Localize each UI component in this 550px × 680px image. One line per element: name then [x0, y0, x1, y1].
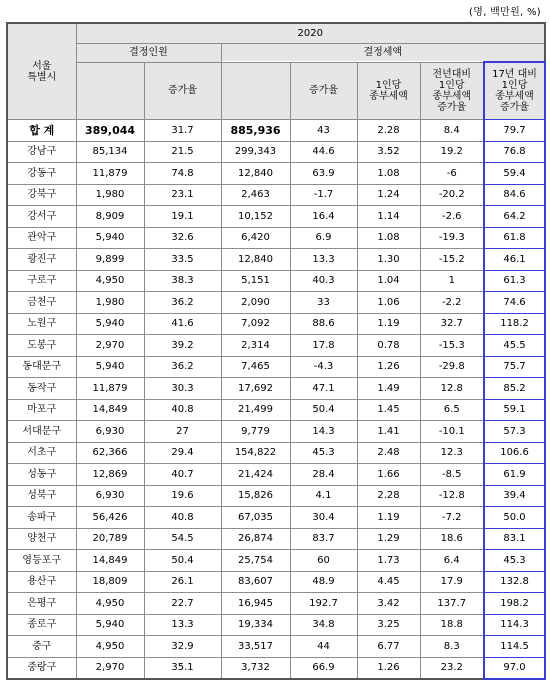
people-cell: 6,930 — [76, 485, 144, 507]
region: 강북구 — [7, 184, 76, 206]
tax-cell: 299,343 — [221, 141, 290, 163]
tax-cell: 67,035 — [221, 507, 290, 529]
yoy-cell: 1 — [420, 270, 484, 292]
per-person-cell: 3.25 — [357, 614, 420, 636]
tax-rate-cell: 17.8 — [290, 335, 357, 357]
people-cell: 12,869 — [76, 464, 144, 486]
table-row — [7, 614, 545, 636]
people-rate-cell: 32.9 — [144, 636, 221, 658]
yoy-cell: 32.7 — [420, 313, 484, 335]
per-person-cell: 1.45 — [357, 399, 420, 421]
tax-cell: 2,463 — [221, 184, 290, 206]
table-row — [7, 292, 545, 314]
region: 중랑구 — [7, 657, 76, 679]
people-cell: 11,879 — [76, 163, 144, 185]
tax-cell: 6,420 — [221, 227, 290, 249]
since17-header: 17년 대비 1인당 종부세액 증가율 — [484, 62, 545, 120]
people-cell: 2,970 — [76, 335, 144, 357]
per-person-cell: 3.52 — [357, 141, 420, 163]
people-rate-cell: 40.8 — [144, 399, 221, 421]
people-rate-cell: 38.3 — [144, 270, 221, 292]
people-rate-cell: 54.5 — [144, 528, 221, 550]
people-rate-cell: 36.2 — [144, 292, 221, 314]
table-body — [7, 120, 545, 680]
per-person-cell: 0.78 — [357, 335, 420, 357]
since17-cell: 61.9 — [484, 464, 545, 486]
region: 용산구 — [7, 571, 76, 593]
tax-cell: 10,152 — [221, 206, 290, 228]
tax-rate-cell: 83.7 — [290, 528, 357, 550]
people-group-header: 결정인원 — [76, 44, 221, 63]
tax-rate-cell: 44 — [290, 636, 357, 658]
table-row — [7, 657, 545, 679]
tax-rate-cell: 33 — [290, 292, 357, 314]
people-cell: 5,940 — [76, 356, 144, 378]
tax-cell: 26,874 — [221, 528, 290, 550]
tax-cell: 33,517 — [221, 636, 290, 658]
yoy-cell: -2.6 — [420, 206, 484, 228]
region: 송파구 — [7, 507, 76, 529]
people-cell: 4,950 — [76, 636, 144, 658]
since17-cell: 83.1 — [484, 528, 545, 550]
tax-cell: 7,465 — [221, 356, 290, 378]
since17-cell: 132.8 — [484, 571, 545, 593]
table-row — [7, 120, 545, 142]
people-cell: 62,366 — [76, 442, 144, 464]
people-cell: 1,980 — [76, 184, 144, 206]
since17-cell: 106.6 — [484, 442, 545, 464]
table-row — [7, 528, 545, 550]
tax-cell: 21,499 — [221, 399, 290, 421]
tax-rate-cell: -1.7 — [290, 184, 357, 206]
people-cell: 6,930 — [76, 421, 144, 443]
table-row — [7, 442, 545, 464]
yoy-cell: 23.2 — [420, 657, 484, 679]
people-rate-cell: 26.1 — [144, 571, 221, 593]
since17-cell: 75.7 — [484, 356, 545, 378]
tax-cell: 83,607 — [221, 571, 290, 593]
yoy-cell: -19.3 — [420, 227, 484, 249]
region: 영등포구 — [7, 550, 76, 572]
region-header: 서울 특별시 — [7, 23, 76, 120]
tax-group-header: 결정세액 — [221, 44, 545, 63]
yoy-cell: 6.5 — [420, 399, 484, 421]
people-rate-cell: 23.1 — [144, 184, 221, 206]
region: 동대문구 — [7, 356, 76, 378]
unit-note: (명, 백만원, %) — [469, 7, 541, 18]
yoy-cell: 12.3 — [420, 442, 484, 464]
tax-table — [6, 22, 546, 680]
yoy-cell: -15.3 — [420, 335, 484, 357]
yoy-cell: 18.8 — [420, 614, 484, 636]
since17-cell: 59.1 — [484, 399, 545, 421]
region: 성동구 — [7, 464, 76, 486]
tax-rate-cell: 13.3 — [290, 249, 357, 271]
yoy-cell: 17.9 — [420, 571, 484, 593]
tax-rate-cell: 45.3 — [290, 442, 357, 464]
region: 중구 — [7, 636, 76, 658]
people-rate-cell: 13.3 — [144, 614, 221, 636]
per-person-cell: 1.08 — [357, 163, 420, 185]
per-person-cell: 1.26 — [357, 657, 420, 679]
tax-cell: 12,840 — [221, 249, 290, 271]
people-rate-cell: 29.4 — [144, 442, 221, 464]
people-rate-cell: 40.8 — [144, 507, 221, 529]
tax-rate-cell: 34.8 — [290, 614, 357, 636]
region: 종로구 — [7, 614, 76, 636]
people-rate-cell: 32.6 — [144, 227, 221, 249]
per-person-cell: 2.28 — [357, 485, 420, 507]
yoy-cell: 6.4 — [420, 550, 484, 572]
since17-cell: 50.0 — [484, 507, 545, 529]
region: 강동구 — [7, 163, 76, 185]
people-cell: 1,980 — [76, 292, 144, 314]
region: 관악구 — [7, 227, 76, 249]
tax-cell: 9,779 — [221, 421, 290, 443]
yoy-cell: -29.8 — [420, 356, 484, 378]
per-person-cell: 1.29 — [357, 528, 420, 550]
table-row — [7, 313, 545, 335]
yoy-cell: -7.2 — [420, 507, 484, 529]
since17-cell: 114.3 — [484, 614, 545, 636]
yoy-cell: -8.5 — [420, 464, 484, 486]
per-person-cell: 1.26 — [357, 356, 420, 378]
people-growth-header: 증가율 — [144, 62, 221, 120]
table-row — [7, 571, 545, 593]
people-rate-cell: 33.5 — [144, 249, 221, 271]
people-rate-cell: 31.7 — [144, 120, 221, 142]
table-row — [7, 249, 545, 271]
since17-cell: 198.2 — [484, 593, 545, 615]
people-rate-cell: 74.8 — [144, 163, 221, 185]
people-cell: 389,044 — [76, 120, 144, 142]
since17-cell: 64.2 — [484, 206, 545, 228]
since17-cell: 59.4 — [484, 163, 545, 185]
region: 성북구 — [7, 485, 76, 507]
yoy-cell: 137.7 — [420, 593, 484, 615]
region: 양천구 — [7, 528, 76, 550]
table-row — [7, 485, 545, 507]
region: 서초구 — [7, 442, 76, 464]
yoy-cell: 12.8 — [420, 378, 484, 400]
table-row — [7, 399, 545, 421]
tax-rate-cell: 192.7 — [290, 593, 357, 615]
table-row — [7, 335, 545, 357]
region: 동작구 — [7, 378, 76, 400]
tax-cell: 885,936 — [221, 120, 290, 142]
tax-cell: 16,945 — [221, 593, 290, 615]
since17-cell: 57.3 — [484, 421, 545, 443]
people-cell: 18,809 — [76, 571, 144, 593]
tax-cell: 154,822 — [221, 442, 290, 464]
people-cell: 4,950 — [76, 270, 144, 292]
table-row — [7, 356, 545, 378]
table-row — [7, 593, 545, 615]
yoy-cell: -12.8 — [420, 485, 484, 507]
yoy-cell: -15.2 — [420, 249, 484, 271]
per-person-cell: 1.30 — [357, 249, 420, 271]
people-rate-cell: 39.2 — [144, 335, 221, 357]
table-row — [7, 270, 545, 292]
since17-cell: 61.3 — [484, 270, 545, 292]
region: 강남구 — [7, 141, 76, 163]
region: 도봉구 — [7, 335, 76, 357]
tax-rate-cell: 14.3 — [290, 421, 357, 443]
per-person-cell: 2.28 — [357, 120, 420, 142]
per-person-header: 1인당 종부세액 — [357, 62, 420, 120]
tax-cell: 21,424 — [221, 464, 290, 486]
tax-cell: 5,151 — [221, 270, 290, 292]
tax-rate-cell: 48.9 — [290, 571, 357, 593]
people-rate-cell: 50.4 — [144, 550, 221, 572]
yoy-cell: -6 — [420, 163, 484, 185]
per-person-cell: 2.48 — [357, 442, 420, 464]
since17-cell: 79.7 — [484, 120, 545, 142]
per-person-cell: 1.08 — [357, 227, 420, 249]
tax-growth-header: 증가율 — [290, 62, 357, 120]
tax-rate-cell: 30.4 — [290, 507, 357, 529]
people-cell: 5,940 — [76, 313, 144, 335]
yoy-header: 전년대비 1인당 종부세액 증가율 — [420, 62, 484, 120]
region: 은평구 — [7, 593, 76, 615]
people-cell: 85,134 — [76, 141, 144, 163]
tax-rate-cell: 16.4 — [290, 206, 357, 228]
people-rate-cell: 27 — [144, 421, 221, 443]
people-cell: 56,426 — [76, 507, 144, 529]
tax-cell: 19,334 — [221, 614, 290, 636]
region: 강서구 — [7, 206, 76, 228]
region: 서대문구 — [7, 421, 76, 443]
tax-rate-cell: 66.9 — [290, 657, 357, 679]
per-person-cell: 1.73 — [357, 550, 420, 572]
since17-cell: 46.1 — [484, 249, 545, 271]
people-rate-cell: 40.7 — [144, 464, 221, 486]
since17-cell: 97.0 — [484, 657, 545, 679]
tax-rate-cell: 60 — [290, 550, 357, 572]
per-person-cell: 4.45 — [357, 571, 420, 593]
tax-rate-cell: 50.4 — [290, 399, 357, 421]
yoy-cell: -10.1 — [420, 421, 484, 443]
since17-cell: 114.5 — [484, 636, 545, 658]
region: 합 계 — [7, 120, 76, 142]
tax-cell: 25,754 — [221, 550, 290, 572]
region: 광진구 — [7, 249, 76, 271]
people-cell: 11,879 — [76, 378, 144, 400]
tax-cell: 7,092 — [221, 313, 290, 335]
yoy-cell: -2.2 — [420, 292, 484, 314]
tax-rate-cell: 4.1 — [290, 485, 357, 507]
tax-cell: 2,314 — [221, 335, 290, 357]
tax-rate-cell: 47.1 — [290, 378, 357, 400]
per-person-cell: 1.14 — [357, 206, 420, 228]
since17-cell: 45.5 — [484, 335, 545, 357]
people-rate-cell: 36.2 — [144, 356, 221, 378]
table-row — [7, 421, 545, 443]
yoy-cell: 8.3 — [420, 636, 484, 658]
region: 금천구 — [7, 292, 76, 314]
table-row — [7, 227, 545, 249]
table-row — [7, 550, 545, 572]
people-rate-cell: 19.1 — [144, 206, 221, 228]
people-cell: 9,899 — [76, 249, 144, 271]
tax-rate-cell: 6.9 — [290, 227, 357, 249]
since17-cell: 61.8 — [484, 227, 545, 249]
table-row — [7, 378, 545, 400]
yoy-cell: 18.6 — [420, 528, 484, 550]
tax-cell: 3,732 — [221, 657, 290, 679]
region: 노원구 — [7, 313, 76, 335]
people-rate-cell: 35.1 — [144, 657, 221, 679]
people-rate-cell: 19.6 — [144, 485, 221, 507]
region: 마포구 — [7, 399, 76, 421]
region: 구로구 — [7, 270, 76, 292]
table-row — [7, 163, 545, 185]
per-person-cell: 1.06 — [357, 292, 420, 314]
people-cell: 4,950 — [76, 593, 144, 615]
people-cell: 20,789 — [76, 528, 144, 550]
per-person-cell: 1.41 — [357, 421, 420, 443]
per-person-cell: 1.49 — [357, 378, 420, 400]
per-person-cell: 1.19 — [357, 507, 420, 529]
people-cell: 14,849 — [76, 399, 144, 421]
yoy-cell: 19.2 — [420, 141, 484, 163]
per-person-cell: 1.04 — [357, 270, 420, 292]
tax-rate-cell: 44.6 — [290, 141, 357, 163]
people-rate-cell: 21.5 — [144, 141, 221, 163]
since17-cell: 84.6 — [484, 184, 545, 206]
year-header: 2020 — [76, 23, 545, 44]
tax-cell: 2,090 — [221, 292, 290, 314]
table-row — [7, 507, 545, 529]
per-person-cell: 1.19 — [357, 313, 420, 335]
since17-cell: 118.2 — [484, 313, 545, 335]
people-cell: 8,909 — [76, 206, 144, 228]
people-rate-cell: 22.7 — [144, 593, 221, 615]
table-row — [7, 184, 545, 206]
people-rate-cell: 30.3 — [144, 378, 221, 400]
since17-cell: 39.4 — [484, 485, 545, 507]
per-person-cell: 1.66 — [357, 464, 420, 486]
people-cell: 2,970 — [76, 657, 144, 679]
per-person-cell: 1.24 — [357, 184, 420, 206]
since17-cell: 74.6 — [484, 292, 545, 314]
tax-rate-cell: 28.4 — [290, 464, 357, 486]
table-row — [7, 141, 545, 163]
people-cell: 14,849 — [76, 550, 144, 572]
tax-rate-cell: -4.3 — [290, 356, 357, 378]
yoy-cell: -20.2 — [420, 184, 484, 206]
since17-cell: 85.2 — [484, 378, 545, 400]
per-person-cell: 3.42 — [357, 593, 420, 615]
since17-cell: 76.8 — [484, 141, 545, 163]
tax-value-header — [221, 62, 290, 120]
per-person-cell: 6.77 — [357, 636, 420, 658]
people-value-header — [76, 62, 144, 120]
yoy-cell: 8.4 — [420, 120, 484, 142]
people-cell: 5,940 — [76, 614, 144, 636]
tax-cell: 17,692 — [221, 378, 290, 400]
since17-cell: 45.3 — [484, 550, 545, 572]
tax-cell: 12,840 — [221, 163, 290, 185]
tax-rate-cell: 88.6 — [290, 313, 357, 335]
table-row — [7, 464, 545, 486]
tax-rate-cell: 63.9 — [290, 163, 357, 185]
people-cell: 5,940 — [76, 227, 144, 249]
table-row — [7, 636, 545, 658]
tax-rate-cell: 40.3 — [290, 270, 357, 292]
tax-rate-cell: 43 — [290, 120, 357, 142]
tax-cell: 15,826 — [221, 485, 290, 507]
people-rate-cell: 41.6 — [144, 313, 221, 335]
table-row — [7, 206, 545, 228]
